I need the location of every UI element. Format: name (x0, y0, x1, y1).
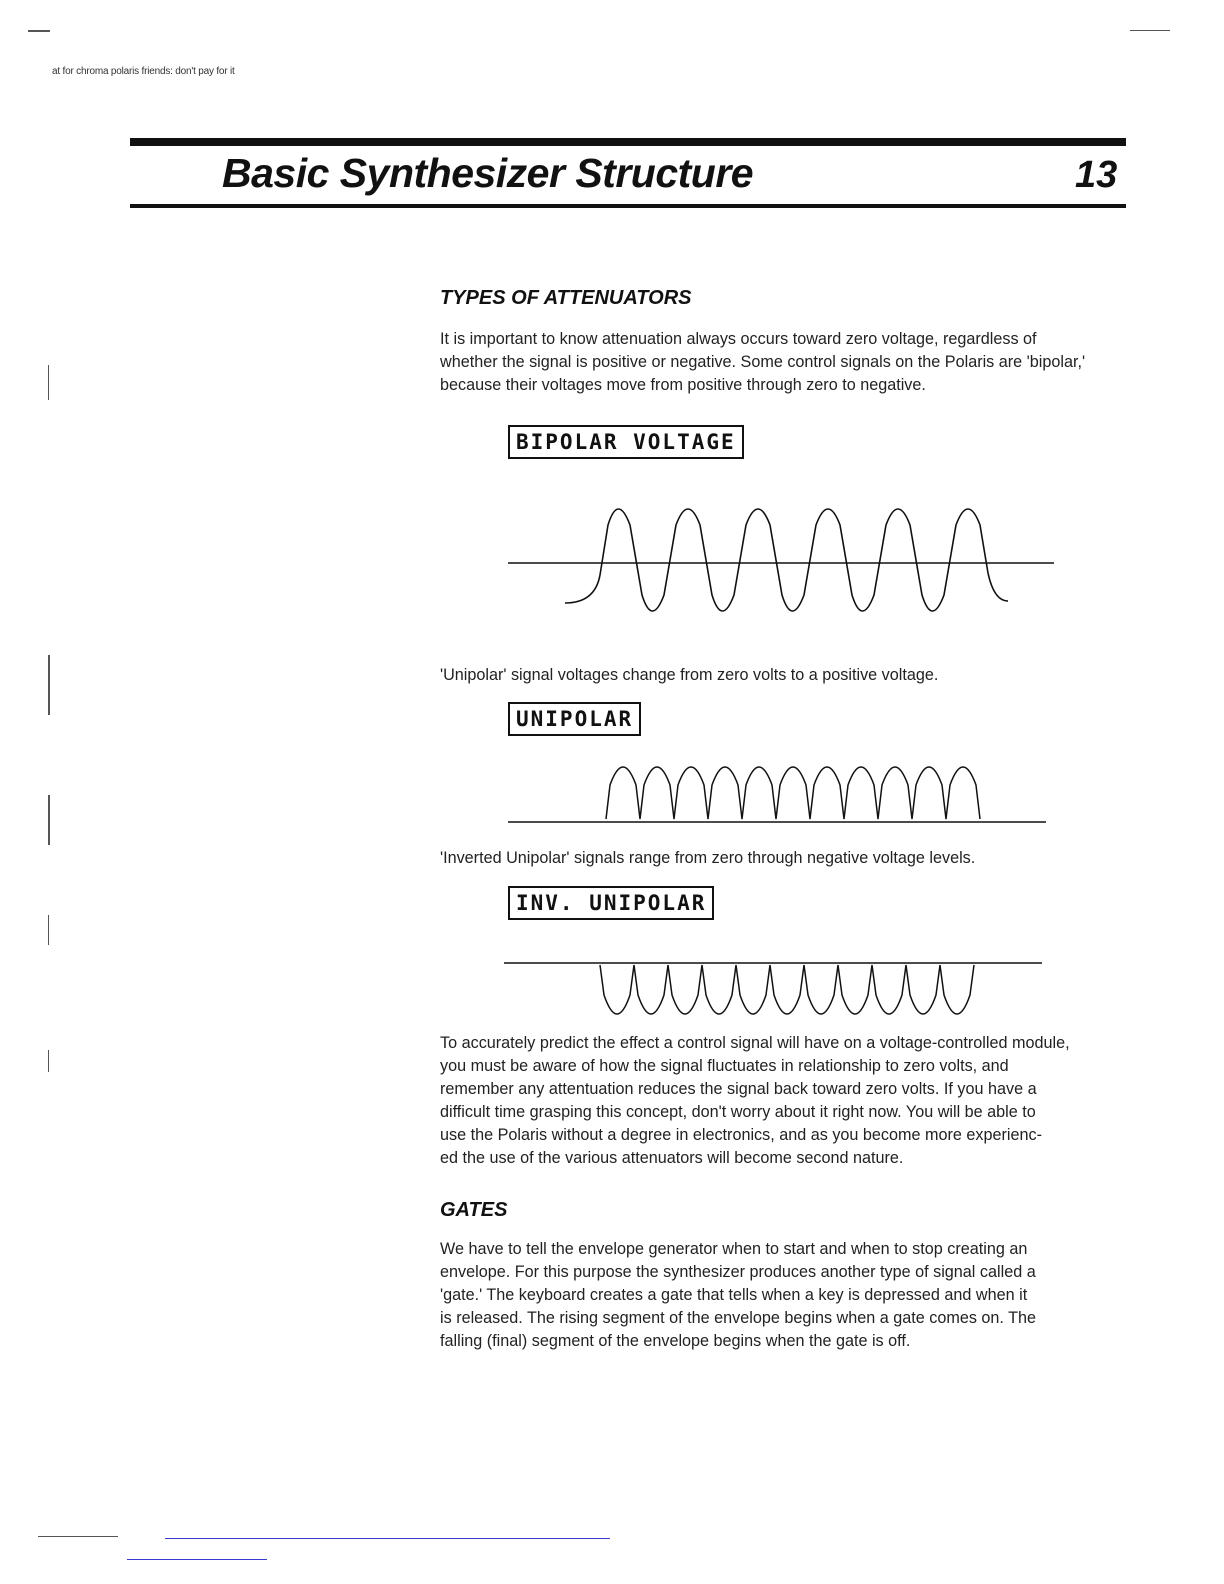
summary-line: remember any attentuation reduces the signal back toward zero volts. If you have a (440, 1080, 1037, 1098)
bipolar-waveform (500, 495, 1060, 630)
page-number: 13 (1075, 154, 1118, 196)
gates-paragraph (440, 1238, 1123, 1353)
unipolar-waveform (500, 755, 1060, 830)
scan-mark (38, 1536, 118, 1537)
attenuators-intro (440, 328, 1125, 397)
summary-line: difficult time grasping this concept, don't worry about it right now. You will be able to (440, 1103, 1036, 1121)
scan-mark (165, 1538, 610, 1539)
inverted-unipolar-caption: 'Inverted Unipolar' signals range from zero through negative voltage levels. (440, 849, 976, 867)
gates-line: envelope. For this purpose the synthesizer produces another type of signal called a (440, 1263, 1036, 1281)
bipolar-voltage-label: BIPOLAR VOLTAGE (508, 425, 744, 459)
scan-mark (48, 1050, 49, 1072)
summary-line: To accurately predict the effect a control signal will have on a voltage-controlled module, (440, 1034, 1070, 1052)
gates-line: 'gate.' The keyboard creates a gate that tells when a key is depressed and when it (440, 1286, 1028, 1304)
scan-mark (48, 915, 49, 945)
scan-mark (48, 365, 49, 400)
scan-mark (127, 1559, 267, 1560)
gates-line: falling (final) segment of the envelope begins when the gate is off. (440, 1332, 911, 1350)
summary-line: ed the use of the various attenuators will become second nature. (440, 1149, 904, 1167)
scan-mark (28, 30, 50, 32)
attenuators-summary (440, 1032, 1123, 1170)
inverted-unipolar-label: INV. UNIPOLAR (508, 886, 714, 920)
intro-line: It is important to know attenuation always occurs toward zero voltage, regardless of (440, 330, 1037, 348)
unipolar-caption: 'Unipolar' signal voltages change from zero volts to a positive voltage. (440, 666, 939, 684)
watermark: at for chroma polaris friends: don't pay for it (52, 66, 235, 77)
intro-line: because their voltages move from positive through zero to negative. (440, 376, 926, 394)
scan-mark (48, 655, 50, 715)
gates-line: We have to tell the envelope generator when to start and when to stop creating an (440, 1240, 1028, 1258)
header-rule-bottom (130, 204, 1126, 208)
summary-line: you must be aware of how the signal fluctuates in relationship to zero volts, and (440, 1057, 1009, 1075)
gates-heading: GATES (440, 1199, 508, 1221)
unipolar-label: UNIPOLAR (508, 702, 641, 736)
chapter-title: Basic Synthesizer Structure (222, 150, 754, 196)
gates-line: is released. The rising segment of the envelope begins when a gate comes on. The (440, 1309, 1037, 1327)
scan-mark (48, 795, 50, 845)
header-rule-top (130, 138, 1126, 146)
inverted-unipolar-waveform (500, 955, 1060, 1030)
scan-mark (1130, 30, 1170, 31)
attenuators-heading: TYPES OF ATTENUATORS (440, 287, 692, 309)
summary-line: use the Polaris without a degree in electronics, and as you become more experienc- (440, 1126, 1042, 1144)
intro-line: whether the signal is positive or negative. Some control signals on the Polaris are 'bipolar,' (440, 353, 1086, 371)
